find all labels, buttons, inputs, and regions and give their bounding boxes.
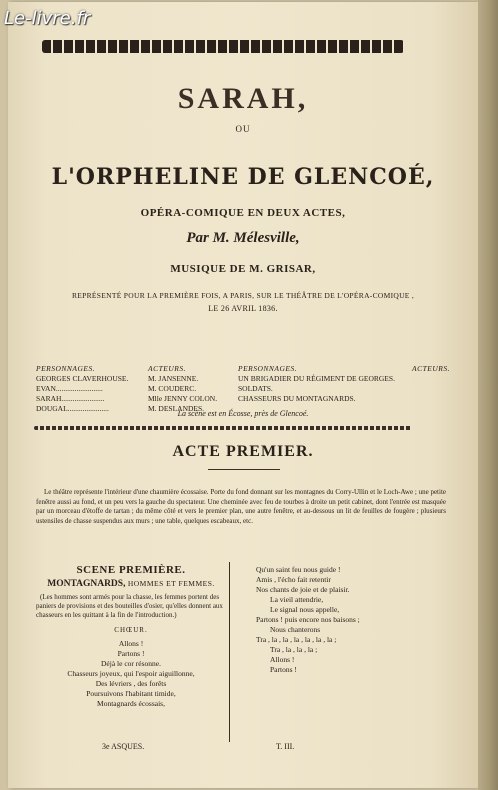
verse-line: Montagnards écossais, — [97, 699, 165, 708]
left-column — [36, 565, 226, 709]
verse-line: Qu'un saint feu nous guide ! — [256, 565, 341, 574]
stage-direction: (Les hommes sont armés pour la chasse, les femmes portent des paniers de provisions et des bouteilles d'osier, qu'elles donnent aux chasseurs en les quittant à la fin de l'introduction.) — [36, 593, 223, 619]
verse-line: Nous chanterons — [270, 625, 321, 634]
verse-line: Partons ! — [270, 665, 297, 674]
play-subtitle: L'ORPHELINE DE GLENCOÉ, — [51, 164, 435, 190]
verse-left — [36, 639, 226, 709]
actor-name: M. DESLANDES. — [148, 404, 205, 413]
cast-header: PERSONNAGES. — [36, 364, 96, 373]
actor-name: Mlle JENNY COLON. — [148, 394, 218, 403]
column-divider — [229, 562, 230, 742]
verse-line: Partons ! puis encore nos baisons ; — [256, 615, 360, 624]
book-page-edge — [478, 0, 498, 790]
watermark-logo: Le-livre.fr — [4, 8, 91, 29]
verse-line: La vieil attendrie, — [270, 595, 324, 604]
scene-heading: SCENE PREMIÈRE. — [76, 564, 186, 576]
play-author: Par M. Mélesville, — [186, 230, 300, 246]
play-composer: MUSIQUE DE M. GRISAR, — [170, 263, 316, 275]
footer-signature: 3e ASQUES. — [102, 742, 145, 751]
stage-description: Le théâtre représente l'intérieur d'une chaumière écossaise. Porte du fond donnant sur les montagnes du Corry-Ullin et le Loch-Awe ; une petite fenêtre aussi au fond, et un peu vers la gauche du spectateur. Une cheminée avec feu de tourbes à droite un petit cabinet, dont l'entrée est masquée par un morceau d'étoffe de tartan ; du même côté et vers le premier plan, une autre fenêtre, et au-dessous un lit de feuilles de fougère ; plusieurs ustensiles de chasse suspendus aux murs ; une table, quelques escabeaux, etc. — [36, 488, 446, 525]
title-conjunction: OU — [235, 124, 251, 134]
verse-line: Déjà le cor résonne. — [101, 659, 161, 668]
play-genre: OPÉRA-COMIQUE EN DEUX ACTES, — [140, 207, 346, 219]
verse-line: Chasseurs joyeux, qui l'espoir aiguillonne, — [67, 669, 195, 678]
scene-characters-main: MONTAGNARDS, — [47, 579, 126, 589]
play-title: SARAH, — [177, 82, 309, 115]
cast-name: DOUGAL...................... — [36, 404, 109, 413]
scene-characters — [36, 579, 226, 589]
act-rule — [208, 469, 280, 470]
cast-name: SARAH....................... — [36, 394, 105, 403]
right-column — [244, 565, 444, 675]
verse-line: Poursuivons l'habitant timide, — [86, 689, 176, 698]
actor-name: M. JANSENNE. — [148, 374, 199, 383]
cast-characters-left — [36, 364, 144, 414]
act-heading: ACTE PREMIER. — [172, 443, 314, 460]
cast-characters-right — [238, 364, 408, 404]
setting-note: La scène est en Écosse, près de Glencoé. — [177, 409, 309, 418]
scene-characters-rest: HOMMES ET FEMMES. — [127, 579, 215, 588]
verse-line: Tra , la , la , la ; — [270, 645, 318, 654]
verse-line: Partons ! — [117, 649, 145, 658]
premiere-date: LE 26 AVRIL 1836. — [208, 304, 278, 313]
verse-line: Amis , l'écho fait retentir — [256, 575, 331, 584]
verse-line: Allons ! — [270, 655, 295, 664]
verse-line: Le signal nous appelle, — [270, 605, 340, 614]
cast-name: CHASSEURS DU MONTAGNARDS. — [238, 394, 356, 403]
verse-line: Allons ! — [118, 639, 144, 648]
cast-actors-right — [412, 364, 472, 374]
premiere-note: REPRÉSENTÉ POUR LA PREMIÈRE FOIS, A PARIS, SUR LE THÉÂTRE DE L'OPÉRA-COMIQUE , — [71, 291, 415, 300]
divider-ornament — [34, 426, 412, 430]
actors-header: ACTEURS. — [148, 364, 186, 373]
verse-line: Nos chants de joie et de plaisir. — [256, 585, 350, 594]
cast-header: PERSONNAGES. — [238, 364, 298, 373]
verse-line: Tra , la , la , la , la , la , la ; — [256, 635, 337, 644]
verse-line: Des lévriers , des forêts — [95, 679, 167, 688]
footer-volume: T. III. — [276, 742, 295, 751]
cast-name: SOLDATS. — [238, 384, 273, 393]
cast-actors-left — [148, 364, 240, 414]
cast-name: GEORGES CLAVERHOUSE. — [36, 374, 129, 383]
top-ornament — [42, 40, 404, 53]
document-page — [8, 2, 478, 788]
choeur-label: CHŒUR. — [114, 626, 148, 634]
cast-name: EVAN......................... — [36, 384, 103, 393]
cast-name: UN BRIGADIER DU RÉGIMENT DE GEORGES. — [238, 374, 395, 383]
actors-header: ACTEURS. — [412, 364, 450, 373]
actor-name: M. COUDERC. — [148, 384, 197, 393]
